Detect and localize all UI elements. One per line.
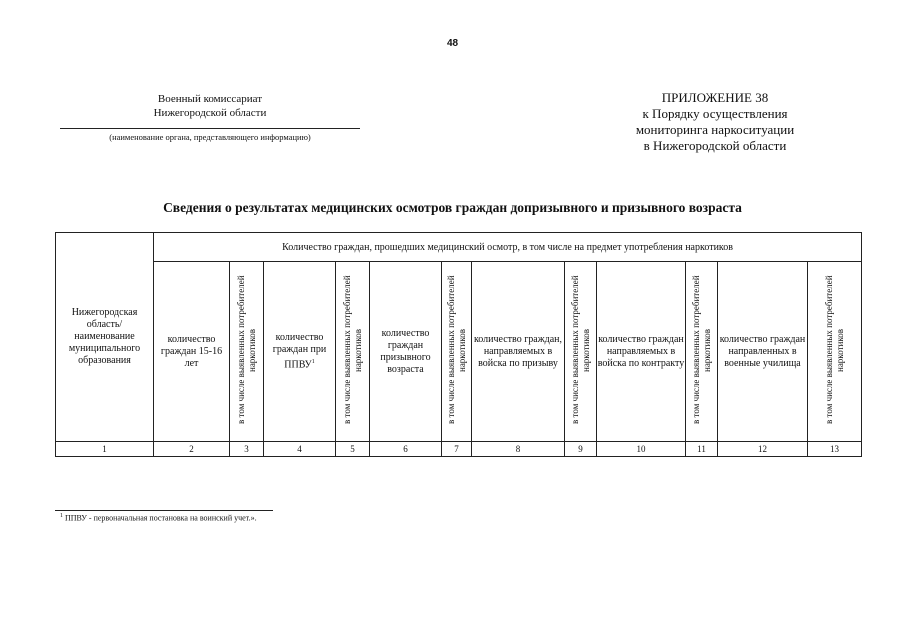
header-col-5-text: в том числе выявленных потребителей наркотиков — [341, 275, 363, 425]
column-number: 6 — [370, 442, 442, 457]
header-col-7 — [442, 262, 472, 442]
header-col-11 — [686, 262, 718, 442]
report-table — [55, 232, 862, 457]
column-number: 10 — [597, 442, 686, 457]
header-col-9 — [565, 262, 597, 442]
header-region: Нижегородская область/ наименование муниципального образования — [56, 233, 154, 442]
column-number: 5 — [336, 442, 370, 457]
appendix-line-4: в Нижегородской области — [643, 138, 787, 153]
column-number: 4 — [264, 442, 336, 457]
organization-line-2: Нижегородской области — [153, 107, 267, 119]
column-number: 1 — [56, 442, 154, 457]
appendix-line-3: мониторинга наркоситуации — [635, 122, 795, 137]
organization-underline — [60, 128, 360, 129]
column-number: 2 — [154, 442, 230, 457]
organization-line-1: Военный комиссариат — [157, 93, 263, 105]
header-col-7-text: в том числе выявленных потребителей наркотиков — [445, 275, 467, 425]
footnote — [60, 513, 257, 523]
organization-hint: (наименование органа, представляющего информацию) — [109, 132, 311, 142]
appendix-header — [600, 90, 830, 154]
header-col-3-text: в том числе выявленных потребителей наркотиков — [235, 275, 257, 425]
header-col-4-footnote-mark: 1 — [311, 358, 315, 365]
header-col-5 — [336, 262, 370, 442]
column-number: 8 — [472, 442, 565, 457]
column-number: 9 — [565, 442, 597, 457]
column-number: 3 — [230, 442, 264, 457]
footnote-text: ППВУ - первоначальная постановка на воинский учет.». — [63, 513, 257, 523]
document-title: Сведения о результатах медицинских осмотров граждан допризывного и призывного возраста — [163, 200, 742, 215]
header-col-9-text: в том числе выявленных потребителей наркотиков — [569, 275, 591, 425]
header-col-13-text: в том числе выявленных потребителей наркотиков — [823, 275, 845, 425]
header-col-4-text: количество граждан при ППВУ — [272, 331, 327, 371]
column-number: 13 — [808, 442, 862, 457]
header-col-12: количество граждан направленных в военные училища — [718, 262, 808, 442]
page-number: 48 — [446, 38, 459, 49]
header-col-2: количество граждан 15-16 лет — [154, 262, 230, 442]
appendix-line-1: ПРИЛОЖЕНИЕ 38 — [661, 90, 769, 105]
header-col-10: количество граждан направляемых в войска по контракту — [597, 262, 686, 442]
header-col-11-text: в том числе выявленных потребителей наркотиков — [690, 275, 712, 425]
header-col-8: количество граждан, направляемых в войска по призыву — [472, 262, 565, 442]
header-col-6: количество граждан призывного возраста — [370, 262, 442, 442]
header-col-13 — [808, 262, 862, 442]
appendix-line-2: к Порядку осуществления — [642, 106, 788, 121]
header-col-3 — [230, 262, 264, 442]
footnote-mark: 1 — [60, 513, 63, 519]
header-col-4 — [264, 262, 336, 442]
column-number: 12 — [718, 442, 808, 457]
column-number: 7 — [442, 442, 472, 457]
organization-name — [60, 92, 360, 120]
footnote-divider — [55, 510, 273, 511]
column-number: 11 — [686, 442, 718, 457]
header-group: Количество граждан, прошедших медицинский осмотр, в том числе на предмет употребления наркотиков — [154, 233, 862, 262]
